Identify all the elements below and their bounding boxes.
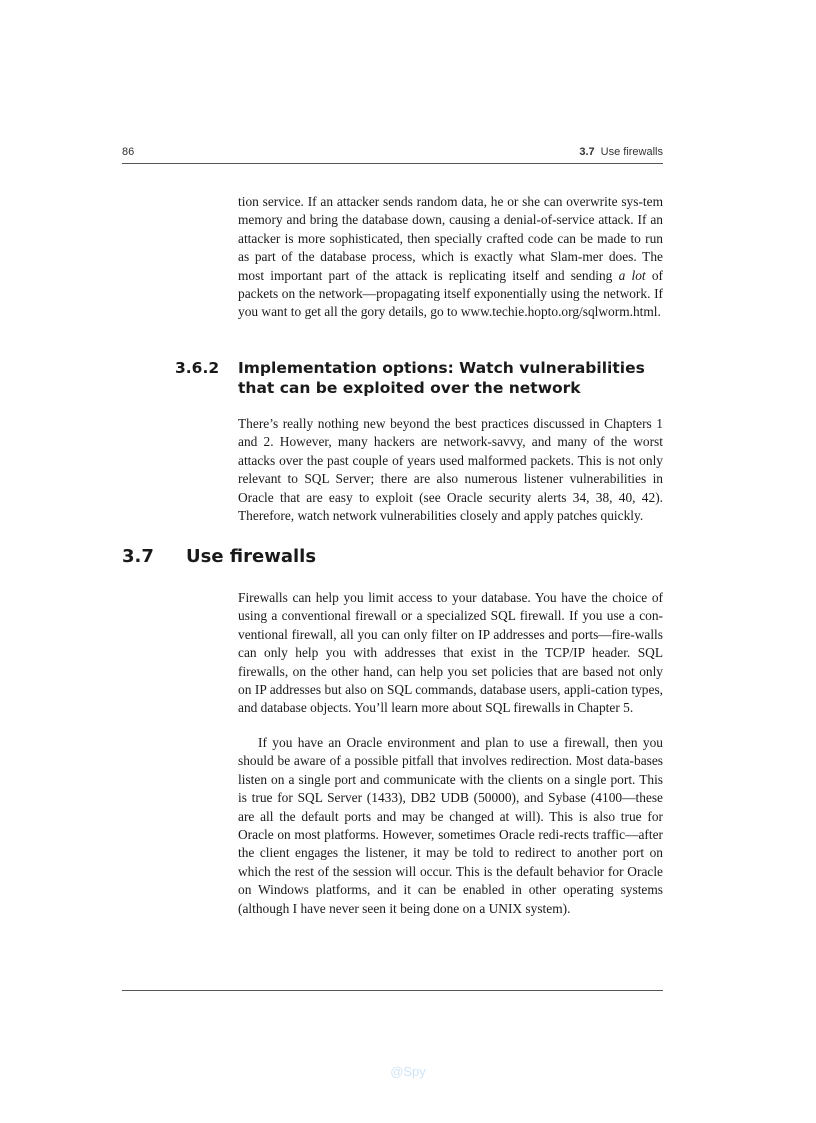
running-head-title: Use firewalls	[600, 146, 663, 158]
running-head	[579, 146, 663, 158]
header-rule	[122, 163, 663, 164]
subsection-title: Implementation options: Watch vulnerabilities that can be exploited over the network	[238, 359, 645, 397]
subsection-number: 3.6.2	[175, 359, 220, 377]
intro-text-start: tion service. If an attacker sends random data, he or she can overwrite sys-tem memory and bring the database down, causing a denial-of-service attack. If an attacker is more sophisticated, then specially crafted code can be made to run as part of the database process, which is exactly what Slam-mer does. The most important part of the attack is replicating itself and sending	[238, 194, 663, 283]
subsection-paragraph: There’s really nothing new beyond the best practices discussed in Chapters 1 and 2. However, many hackers are network-savvy, and many of the worst attacks over the past couple of years used malformed packets. This is not only relevant to SQL Server; there are also numerous listener vulnerabilities in Oracle that are easy to exploit (see Oracle security alerts 34, 38, 40, 42). Therefore, watch network vulnerabilities closely and apply patches quickly.	[238, 416, 663, 524]
section-paragraph-2: If you have an Oracle environment and plan to use a firewall, then you should be aware of a possible pitfall that involves redirection. Most data-bases listen on a single port and communicate with the clients on a single port. This is true for SQL Server (1433), DB2 UDB (50000), and Sybase (4100—these are all the default ports and may be changed at will). This is also true for Oracle on most platforms. However, sometimes Oracle redi-rects traffic—after the client engages the listener, it may be told to redirect to another port on which the rest of the session will occur. This is the default behavior for Oracle on Windows platforms, and it can be enabled in other operating systems (although I have never seen it being done on a UNIX system).	[238, 735, 663, 916]
subsection-heading	[175, 358, 675, 398]
section-paragraph-1: Firewalls can help you limit access to your database. You have the choice of using a conventional firewall or a specialized SQL firewall. If you use a con-ventional firewall, all you can only filter on IP addresses and ports—fire-walls can only help you with addresses that exist in the TCP/IP header. SQL firewalls, on the other hand, can help you set policies that are based not only on IP addresses but also on SQL commands, database users, appli-cation types, and database objects. You’ll learn more about SQL firewalls in Chapter 5.	[238, 590, 663, 716]
intro-italic-text: a lot	[618, 267, 646, 283]
page-number: 86	[122, 146, 135, 158]
intro-paragraph	[238, 193, 663, 322]
section-heading	[122, 546, 662, 568]
section-number: 3.7	[122, 546, 154, 567]
intro-text-end: of packets on the network—propagating itself exponentially using the network. If you want to get all the gory details, go to www.techie.hopto.org/sqlworm.html.	[238, 267, 663, 320]
watermark: @Spy	[390, 1064, 426, 1079]
footer-rule	[122, 990, 663, 991]
section-title: Use firewalls	[186, 546, 317, 567]
running-head-number: 3.7	[579, 146, 595, 158]
